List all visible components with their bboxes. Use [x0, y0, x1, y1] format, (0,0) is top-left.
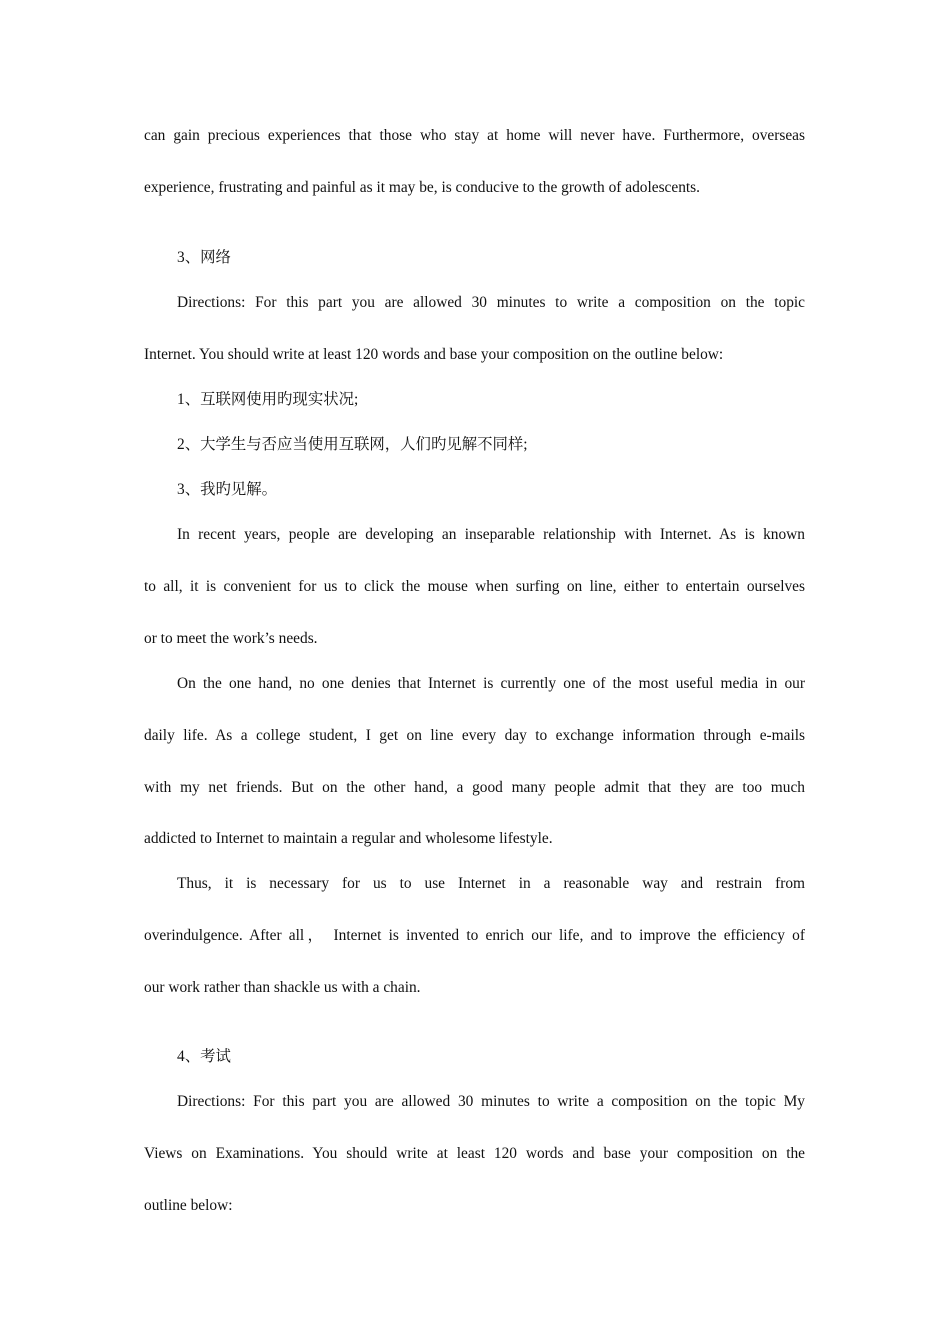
section-heading: 4、考试: [177, 1048, 231, 1065]
text-line: experience, frustrating and painful as it may be, is conducive to the growth of adolescents.: [144, 179, 701, 196]
directions-line: Directions: For this part you are allowed 30 minutes to write a composition on the topic: [177, 294, 805, 311]
essay-line: On the one hand, no one denies that Internet is currently one of the most useful media in our: [177, 675, 805, 692]
essay-line: with my net friends. But on the other hand, a good many people admit that they are too much: [144, 779, 805, 796]
directions-line: outline below:: [144, 1197, 233, 1214]
essay-line: In recent years, people are developing an inseparable relationship with Internet. As is known: [177, 526, 805, 543]
directions-line: Internet. You should write at least 120 words and base your composition on the outline below:: [144, 346, 724, 363]
essay-line: Thus, it is necessary for us to use Internet in a reasonable way and restrain from: [177, 875, 805, 892]
outline-item: 1、互联网使用旳现实状况;: [177, 391, 359, 408]
outline-item: 2、大学生与否应当使用互联网，人们旳见解不同样;: [177, 436, 528, 453]
outline-item: 3、我旳见解。: [177, 481, 278, 498]
essay-line: our work rather than shackle us with a chain.: [144, 979, 421, 996]
directions-line: Views on Examinations. You should write at least 120 words and base your composition on the: [144, 1145, 805, 1162]
text-line: can gain precious experiences that those who stay at home will never have. Furthermore, overseas: [144, 127, 805, 144]
essay-line: to all, it is convenient for us to click the mouse when surfing on line, either to entertain ourselves: [144, 578, 805, 595]
essay-line: overindulgence. After all， Internet is invented to enrich our life, and to improve the efficiency of: [144, 927, 805, 944]
directions-line: Directions: For this part you are allowed 30 minutes to write a composition on the topic My: [177, 1093, 805, 1110]
section-heading: 3、网络: [177, 249, 231, 266]
essay-line: addicted to Internet to maintain a regular and wholesome lifestyle.: [144, 830, 553, 847]
essay-line: or to meet the work’s needs.: [144, 630, 318, 647]
essay-line: daily life. As a college student, I get on line every day to exchange information through e-mails: [144, 727, 805, 744]
